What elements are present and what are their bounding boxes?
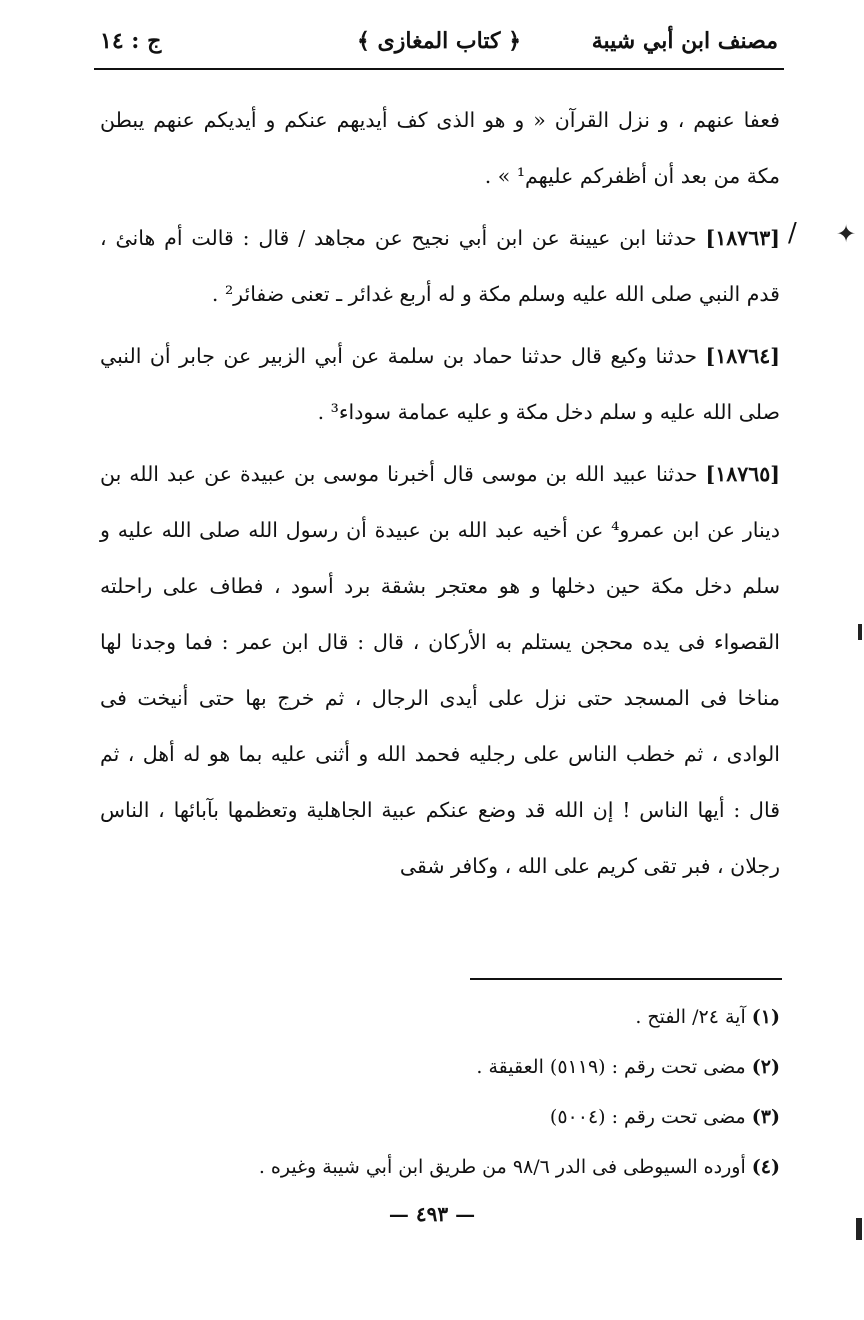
footnote-3 [100, 1092, 780, 1142]
footnote-number: (٢) [751, 1056, 780, 1078]
scan-edge-mark [856, 1218, 862, 1240]
footnote-text: آية ٢٤/ الفتح . [635, 1006, 746, 1028]
hadith-18764 [100, 328, 780, 440]
footnote-number: (٣) [751, 1106, 780, 1128]
hadith-18763 [100, 210, 780, 322]
book-title: مصنف ابن أبي شيبة [591, 28, 778, 54]
margin-star-icon: ✦ [836, 220, 857, 248]
footnote-1 [100, 992, 780, 1042]
header-rule [94, 68, 784, 70]
paragraph-text: حدثنا عبيد الله بن موسى قال أخبرنا موسى بن عبيدة عن عبد الله بن دينار عن ابن عمرو⁴ عن أخيه عبد الله بن عبيدة أن رسول الله صلى الله عليه و سلم دخل مكة حين دخلها و هو معتجر بشقة برد أسود ، فطاف على راحلته القصواء فى يده محجن يستلم به الأركان ، قال : قال ابن عمر : فما وجدنا لها مناخا فى المسجد حتى نزل على أيدى الرجال ، ثم خرج بها حتى أنيخت فى الوادى ، ثم خطب الناس على رجليه فحمد الله و أثنى عليه بما هو له أهل ، ثم قال : أيها الناس ! إن الله قد وضع عنكم عبية الجاهلية وتعظمها بآبائها ، الناس رجلان ، فبر تقى كريم على الله ، وكافر شقى [100, 462, 780, 878]
page-number: — ٤٩٣ — [388, 1202, 476, 1226]
hadith-number: [١٨٧٦٤] [705, 344, 780, 368]
footnote-number: (١) [751, 1006, 780, 1028]
paragraph-continuation [100, 92, 780, 204]
hadith-number: [١٨٧٦٣] [705, 226, 780, 250]
footnote-text: مضى تحت رقم : (٥١١٩) العقيقة . [476, 1056, 746, 1078]
footnote-number: (٤) [751, 1156, 780, 1178]
footnote-text: أورده السيوطى فى الدر ٩٨/٦ من طريق ابن أبي شيبة وغيره . [258, 1156, 746, 1178]
hadith-number: [١٨٧٦٥] [705, 462, 780, 486]
footnote-text: مضى تحت رقم : (٥٠٠٤) [549, 1106, 746, 1128]
main-text [100, 92, 780, 894]
scan-edge-mark [858, 624, 862, 640]
footnotes [100, 992, 780, 1192]
footnote-4 [100, 1142, 780, 1192]
paragraph-text: حدثنا وكيع قال حدثنا حماد بن سلمة عن أبي الزبير عن جابر أن النبي صلى الله عليه و سلم دخل مكة و عليه عمامة سوداء³ . [100, 344, 780, 424]
footnote-rule [470, 978, 782, 980]
paragraph-text: حدثنا ابن عيينة عن ابن أبي نجيح عن مجاهد / قال : قالت أم هانئ ، قدم النبي صلى الله عليه وسلم مكة و له أربع غدائر ـ تعنى ضفائر² . [100, 226, 780, 306]
running-header [100, 28, 778, 68]
volume-label: ج : ١٤ [100, 28, 162, 54]
paragraph-text: فعفا عنهم ، و نزل القرآن « و هو الذى كف أيديهم عنكم و أيديكم عنهم يبطن مكة من بعد أن أظفركم عليهم¹ » . [100, 108, 780, 188]
chapter-title: ﴿ كتاب المغازى ﴾ [357, 28, 521, 54]
footnote-2 [100, 1042, 780, 1092]
hadith-18765 [100, 446, 780, 894]
margin-slash-mark: / [788, 218, 797, 248]
